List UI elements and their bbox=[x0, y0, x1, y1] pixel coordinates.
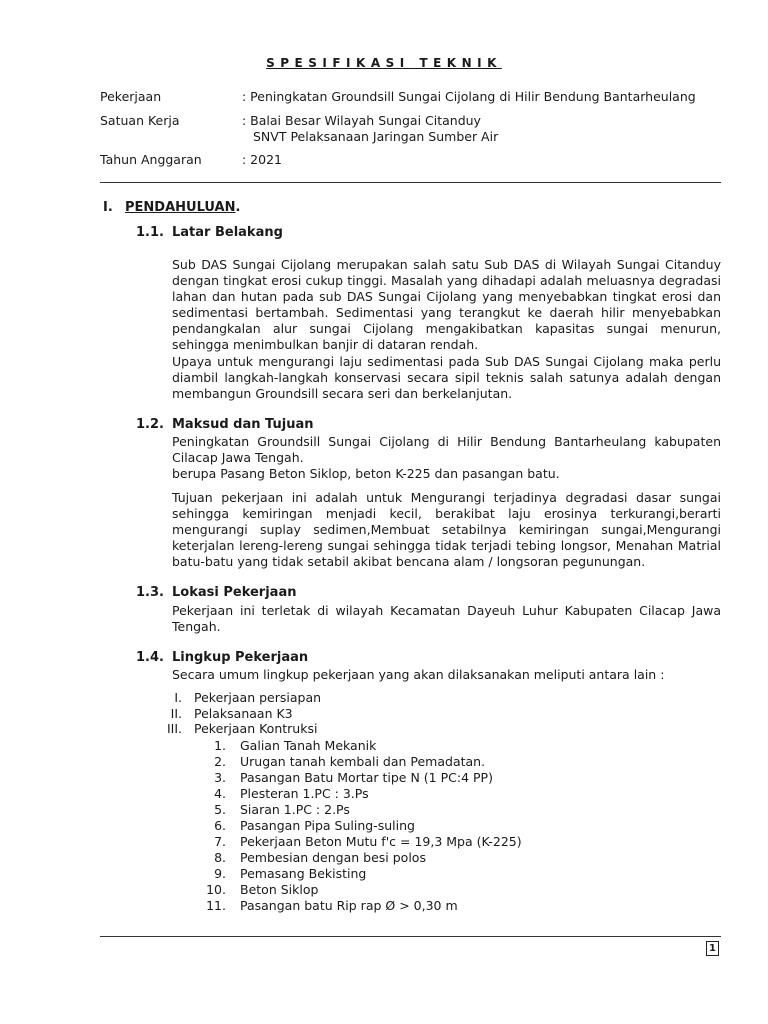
document-title: SPESIFIKASI TEKNIK bbox=[266, 56, 502, 70]
paragraph-latar-belakang-1: Sub DAS Sungai Cijolang merupakan salah satu Sub DAS di Wilayah Sungai Citanduy dengan tingkat erosi cukup tinggi. Masalah yang dihadapi adalah meluasnya degradasi lahan dan hutan pada sub DAS Sungai Cijolang yang menyebabkan tingkat erosi dan sedimentasi bertambah. Sedimentasi yang terangkut ke daerah hilir menyebabkan pendangkalan alur sungai Cijolang mengakibatkan kapasitas sungai menurun, sehingga menimbulkan banjir di dataran rendah. bbox=[172, 257, 721, 352]
section-title-period: . bbox=[235, 200, 241, 215]
list-item: 7. Pekerjaan Beton Mutu f'c = 19,3 Mpa (K-225) bbox=[214, 834, 522, 849]
list-item: 6. Pasangan Pipa Suling-suling bbox=[214, 818, 415, 833]
subsection-number: 1.1. bbox=[136, 225, 164, 240]
list-item: 3. Pasangan Batu Mortar tipe N (1 PC:4 PP) bbox=[214, 770, 493, 785]
meta-value: : 2021 bbox=[242, 152, 282, 167]
list-item: 11. Pasangan batu Rip rap Ø > 0,30 m bbox=[206, 898, 458, 913]
paragraph-lokasi: Pekerjaan ini terletak di wilayah Kecamatan Dayeuh Luhur Kabupaten Cilacap Jawa Tengah. bbox=[172, 603, 721, 634]
meta-value: : Balai Besar Wilayah Sungai Citanduy bbox=[242, 113, 481, 128]
list-item: 8. Pembesian dengan besi polos bbox=[214, 850, 426, 865]
section-number: I. bbox=[103, 200, 113, 215]
subsection-number: 1.2. bbox=[136, 417, 164, 432]
list-item: 1. Galian Tanah Mekanik bbox=[214, 738, 377, 753]
list-item: 10. Beton Siklop bbox=[206, 882, 319, 897]
subsection-heading-lingkup bbox=[136, 650, 308, 665]
paragraph-tujuan: Tujuan pekerjaan ini adalah untuk Mengurangi terjadinya degradasi dasar sungai sehingga kemiringan menjadi kecil, berakibat laju erosinya terkurangi,berarti mengurangi suplay sedimen,Membuat setabilnya kemiringan sungai,Mengurangi keterjalan lereng-lereng sungai sehingga tidak terjadi tebing longsor, Menahan Matrial batu-batu yang tidak setabil akibat bencana alam / longsoran pegunungan. bbox=[172, 490, 721, 569]
section-title: PENDAHULUAN bbox=[125, 200, 236, 215]
subsection-title: Lingkup Pekerjaan bbox=[172, 650, 309, 665]
subsection-title: Lokasi Pekerjaan bbox=[172, 585, 297, 600]
list-item: 9. Pemasang Bekisting bbox=[214, 866, 367, 881]
meta-key: Satuan Kerja bbox=[100, 113, 180, 128]
list-item: III. Pekerjaan Kontruksi bbox=[166, 721, 318, 736]
meta-key: Pekerjaan bbox=[100, 89, 162, 104]
subsection-heading-latar-belakang bbox=[136, 225, 283, 240]
section-heading-pendahuluan bbox=[103, 200, 240, 215]
page-number: 1 bbox=[706, 941, 719, 956]
header-divider bbox=[100, 182, 721, 183]
subsection-number: 1.4. bbox=[136, 650, 164, 665]
list-item: 2. Urugan tanah kembali dan Pemadatan. bbox=[214, 754, 486, 769]
paragraph-latar-belakang-2: Upaya untuk mengurangi laju sedimentasi pada Sub DAS Sungai Cijolang maka perlu diambil langkah-langkah konservasi secara sipil teknis salah satunya adalah dengan membangun Groundsill secara seri dan berkelanjutan. bbox=[172, 354, 721, 401]
meta-value: SNVT Pelaksanaan Jaringan Sumber Air bbox=[253, 129, 499, 144]
list-item: 4. Plesteran 1.PC : 3.Ps bbox=[214, 786, 369, 801]
meta-value: : Peningkatan Groundsill Sungai Cijolang di Hilir Bendung Bantarheulang bbox=[242, 89, 696, 104]
list-item: I. Pekerjaan persiapan bbox=[174, 690, 322, 705]
paragraph-maksud-1: Peningkatan Groundsill Sungai Cijolang di Hilir Bendung Bantarheulang kabupaten Cilacap Jawa Tengah. bbox=[172, 434, 721, 465]
meta-key: Tahun Anggaran bbox=[100, 152, 202, 167]
subsection-title: Maksud dan Tujuan bbox=[172, 417, 314, 432]
numbered-list bbox=[196, 738, 522, 914]
list-item: 5. Siaran 1.PC : 2.Ps bbox=[214, 802, 350, 817]
paragraph-lingkup: Secara umum lingkup pekerjaan yang akan dilaksanakan meliputi antara lain : bbox=[172, 667, 665, 682]
subsection-title: Latar Belakang bbox=[172, 225, 283, 240]
subsection-heading-maksud-tujuan bbox=[136, 417, 313, 432]
roman-list bbox=[150, 690, 321, 737]
list-item: II. Pelaksanaan K3 bbox=[170, 705, 293, 721]
subsection-number: 1.3. bbox=[136, 585, 164, 600]
footer-divider bbox=[100, 936, 721, 937]
paragraph-maksud-2: berupa Pasang Beton Siklop, beton K-225 dan pasangan batu. bbox=[172, 466, 560, 481]
subsection-heading-lokasi bbox=[136, 585, 296, 600]
